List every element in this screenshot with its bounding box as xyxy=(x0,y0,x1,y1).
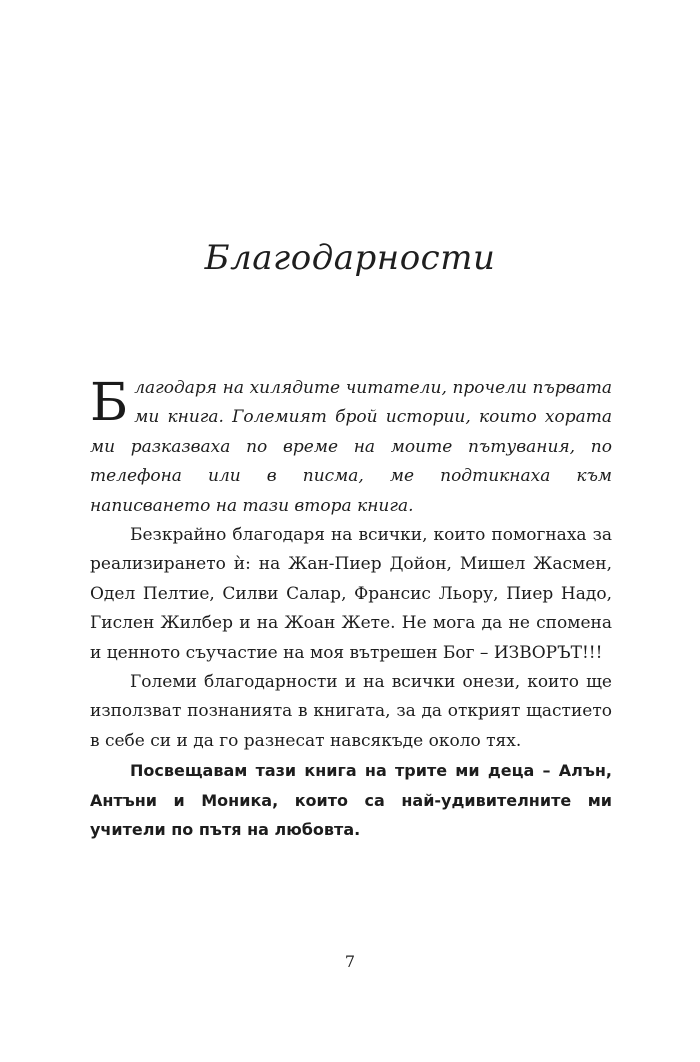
acknowledgements-text xyxy=(90,374,612,845)
paragraph-third: Големи благодарности и на всички онези, които ще използват познанията в книгата, за да открият щастието в себе си и да го разнесат навсякъде около тях. xyxy=(90,672,612,751)
drop-cap-letter: Б xyxy=(90,373,129,433)
paragraph-dedication: Посвещавам тази книга на трите ми деца – Алън, Антъни и Моника, които са най-удивителните ми учители по пътя на любовта. xyxy=(90,761,612,840)
paragraph-second: Безкрайно благодаря на всички, които помогнаха за реализирането ѝ: на Жан-Пиер Дойон, Мишел Жасмен, Одел Пелтие, Силви Салар, Франсис Льору, Пиер Надо, Гислен Жилбер и на Жоан Жете. Не мога да не спомена и ценното съучастие на моя вътрешен Бог – ИЗВОРЪТ!!! xyxy=(90,525,612,663)
page-number: 7 xyxy=(344,952,356,971)
paragraph-first-text: лагодаря на хилядите читатели, прочели първата ми книга. Големият брой истории, които хората ми разказваха по време на моите пътувания, по телефона или в писма, ме подтикнаха към написването на тази втора книга. xyxy=(90,378,612,516)
paragraph-first xyxy=(90,374,612,521)
page-title: Благодарности xyxy=(204,238,496,278)
